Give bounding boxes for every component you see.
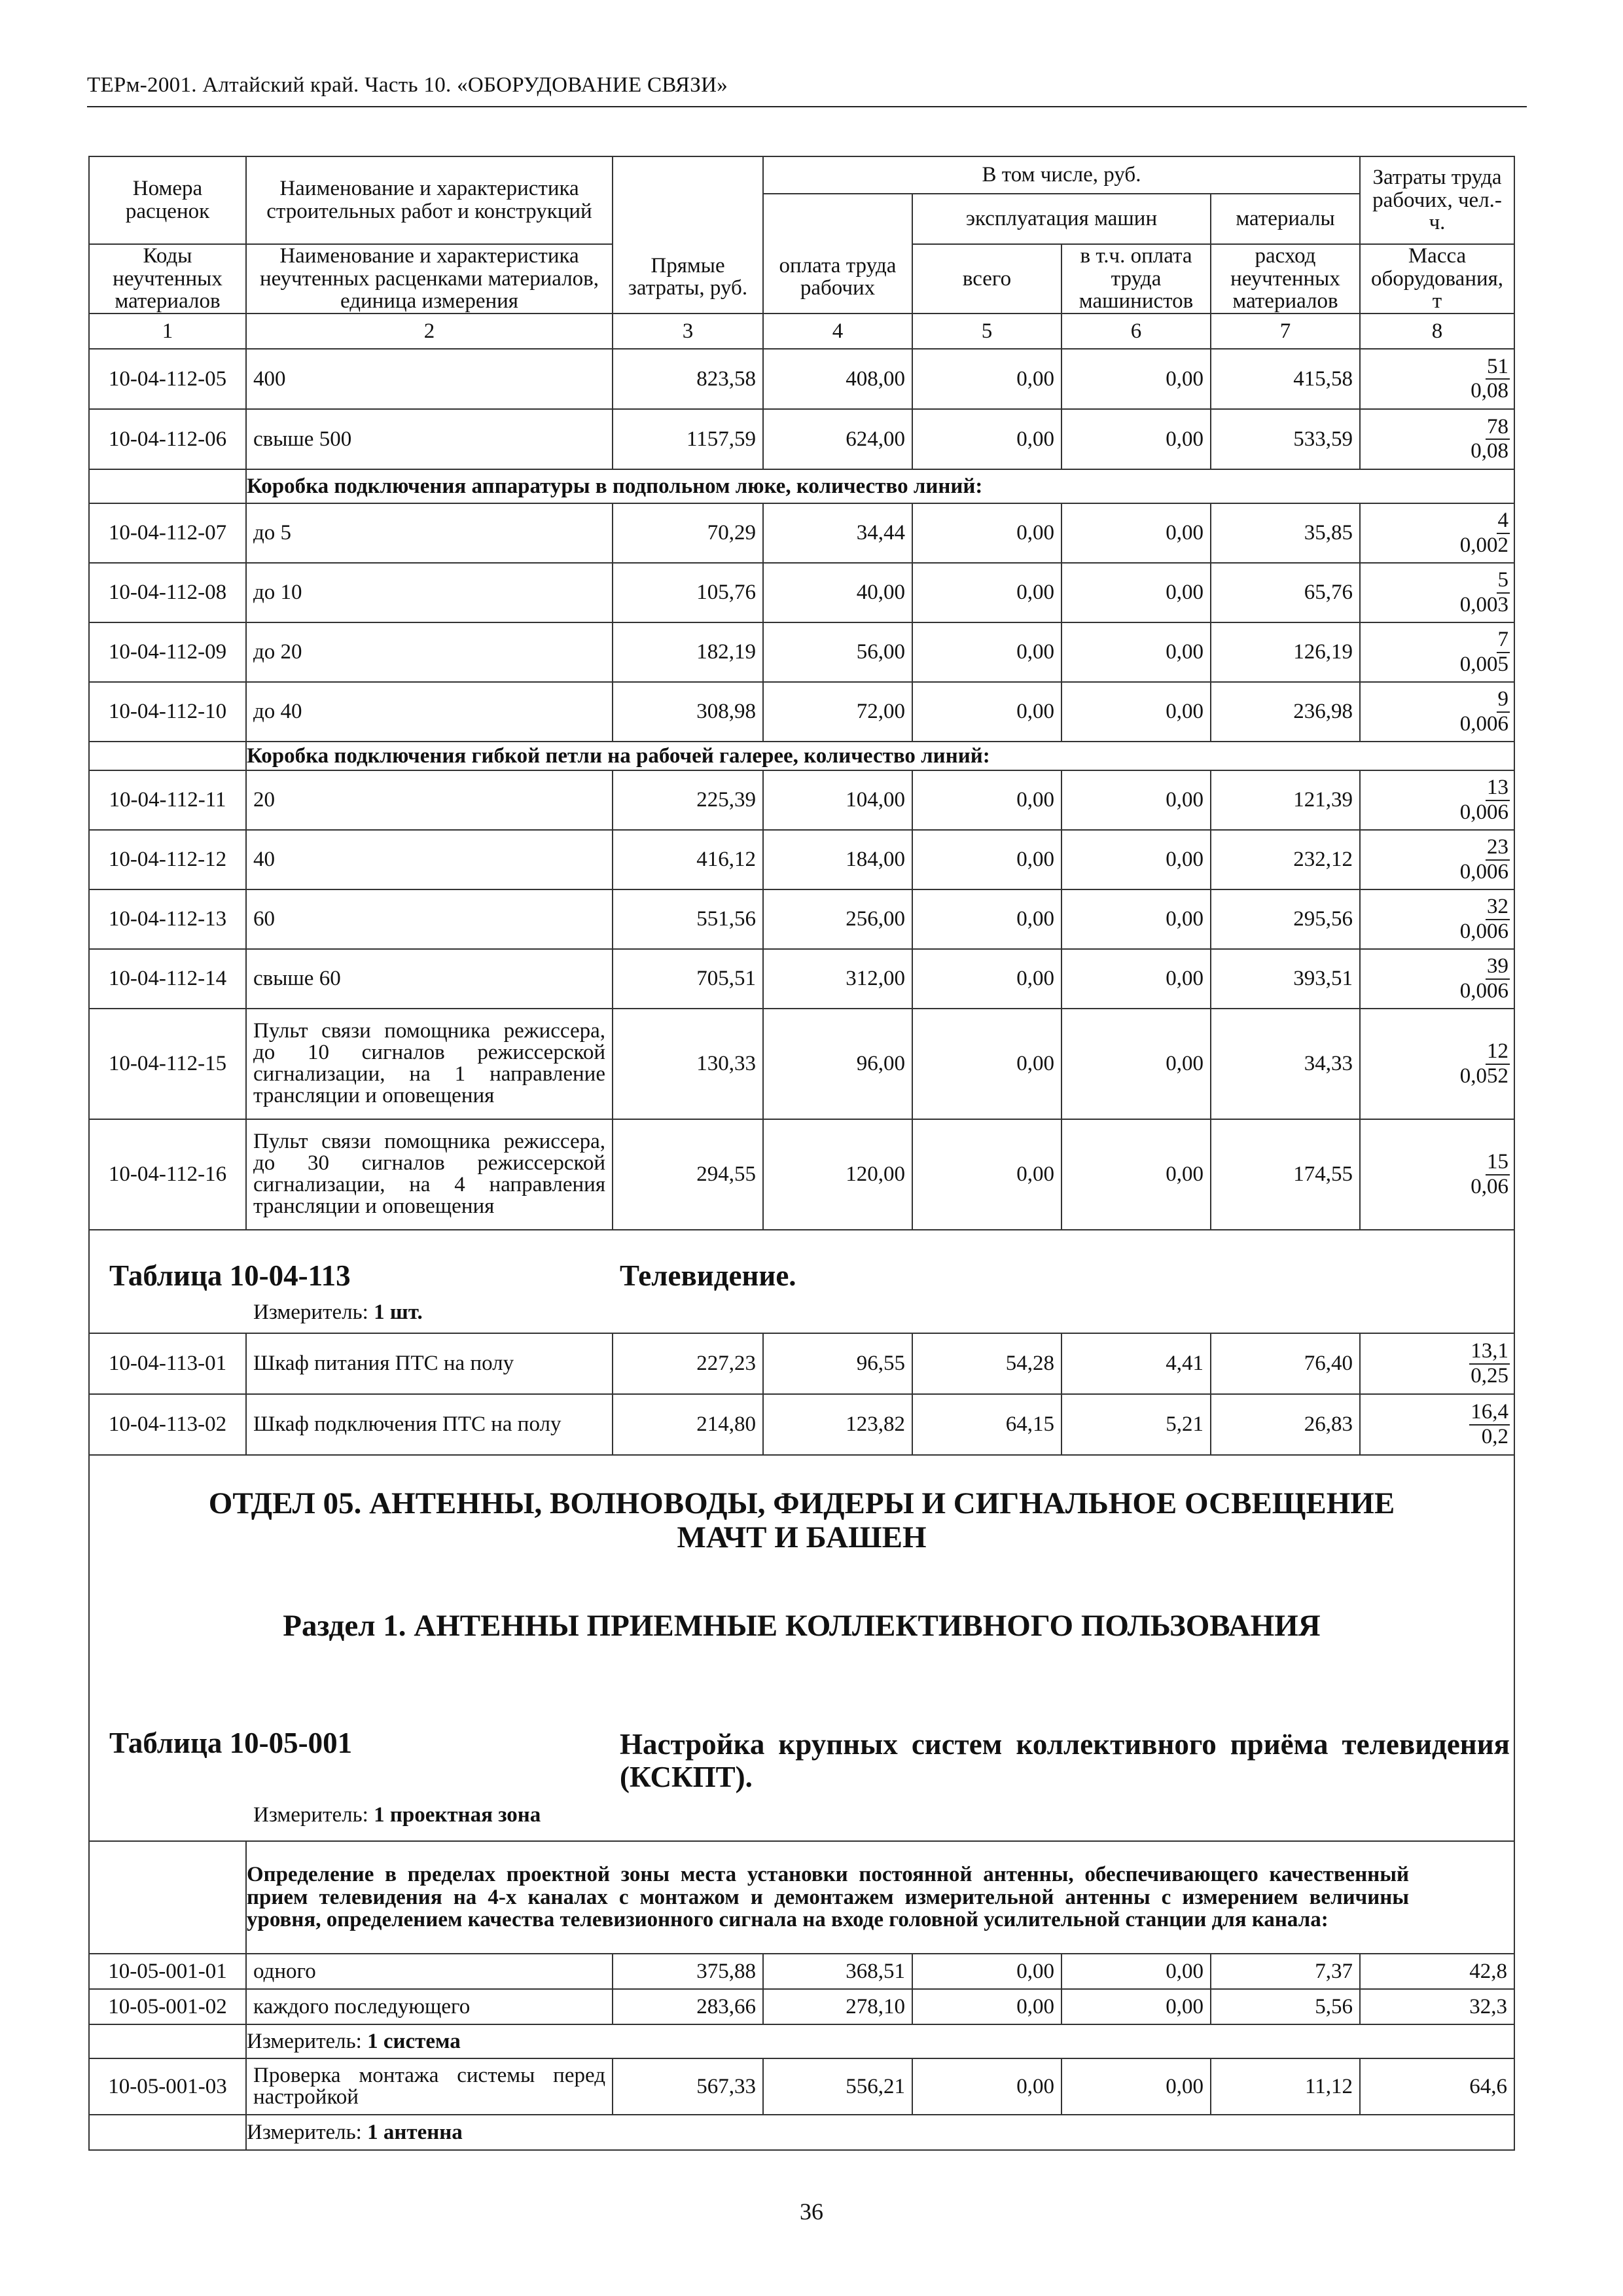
table-row	[89, 503, 1514, 563]
rate-code: 10-04-112-16	[89, 1119, 246, 1230]
rows-group-f	[89, 1954, 1514, 2024]
empty-cell	[89, 469, 246, 503]
operators-cost: 0,00	[1061, 622, 1211, 682]
labor-mass-fraction	[1459, 569, 1510, 616]
materials-cost: 533,59	[1211, 409, 1360, 469]
labor-hours: 13,1	[1469, 1340, 1510, 1365]
meter-value: 1 система	[367, 2029, 461, 2053]
work-name: 400	[246, 349, 613, 409]
materials-cost: 7,37	[1211, 1954, 1360, 1989]
machines-cost: 64,15	[912, 1394, 1061, 1455]
table-row	[89, 409, 1514, 469]
machines-cost: 0,00	[912, 1989, 1061, 2024]
section-title-line-2: МАЧТ И БАШЕН	[677, 1520, 927, 1554]
operators-cost: 0,00	[1061, 503, 1211, 563]
section-title-line-1: ОТДЕЛ 05. АНТЕННЫ, ВОЛНОВОДЫ, ФИДЕРЫ И СИГНАЛЬНОЕ ОСВЕЩЕНИЕ	[208, 1486, 1395, 1520]
materials-cost: 35,85	[1211, 503, 1360, 563]
table-row	[89, 1333, 1514, 1394]
labor-mass-fraction	[1459, 956, 1510, 1002]
labor-cost: 184,00	[763, 830, 912, 889]
materials-cost: 295,56	[1211, 889, 1360, 949]
machines-cost: 54,28	[912, 1333, 1061, 1394]
head-nomera: Номера расценок	[89, 156, 246, 244]
labor-cost: 104,00	[763, 770, 912, 830]
meter-value: 1 антенна	[367, 2120, 463, 2144]
labor-cost: 120,00	[763, 1119, 912, 1230]
work-name: каждого последующего	[246, 1989, 613, 2024]
rates-table	[88, 156, 1515, 2151]
labor-cost: 96,00	[763, 1009, 912, 1119]
table-001-title: Таблица 10-05-001	[109, 1726, 353, 1759]
labor-cost: 312,00	[763, 949, 912, 1009]
meter-label: Измеритель:	[253, 1803, 368, 1827]
materials-cost: 121,39	[1211, 770, 1360, 830]
equipment-mass: 0,2	[1481, 1424, 1509, 1448]
labor-hours: 7	[1497, 629, 1510, 653]
materials-cost: 65,76	[1211, 563, 1360, 622]
rate-code: 10-04-112-12	[89, 830, 246, 889]
labor-cost: 123,82	[763, 1394, 912, 1455]
operators-cost: 0,00	[1061, 949, 1211, 1009]
machines-cost: 0,00	[912, 563, 1061, 622]
table-row	[89, 349, 1514, 409]
table-row	[89, 622, 1514, 682]
labor-cost: 96,55	[763, 1333, 912, 1394]
equipment-mass: 0,08	[1471, 439, 1509, 463]
rate-code: 10-04-112-14	[89, 949, 246, 1009]
materials-cost: 11,12	[1211, 2058, 1360, 2115]
direct-cost: 283,66	[613, 1989, 763, 2024]
labor-cost: 368,51	[763, 1954, 912, 1989]
head-ekspluatatsiya: эксплуатация машин	[912, 194, 1211, 244]
labor-hours: 39	[1486, 956, 1510, 980]
work-name: Шкаф подключения ПТС на полу	[246, 1394, 613, 1455]
rate-code: 10-05-001-03	[89, 2058, 246, 2115]
direct-cost: 1157,59	[613, 409, 763, 469]
machines-cost: 0,00	[912, 1954, 1061, 1989]
table-row	[89, 1989, 1514, 2024]
labor-cost: 278,10	[763, 1989, 912, 2024]
labor-mass-fraction	[1459, 689, 1510, 735]
materials-cost: 393,51	[1211, 949, 1360, 1009]
rate-code: 10-04-112-06	[89, 409, 246, 469]
meter-antenna	[246, 2115, 1514, 2150]
materials-cost: 34,33	[1211, 1009, 1360, 1119]
labor-cost: 256,00	[763, 889, 912, 949]
labor-mass-fraction	[1459, 836, 1510, 883]
equipment-mass: 0,006	[1459, 711, 1509, 736]
rate-code: 10-04-112-10	[89, 682, 246, 742]
labor-mass-cell	[1360, 1119, 1514, 1230]
equipment-mass: 0,006	[1459, 800, 1509, 824]
subsection-title: Раздел 1. АНТЕННЫ ПРИЕМНЫЕ КОЛЛЕКТИВНОГО ПОЛЬЗОВАНИЯ	[283, 1608, 1321, 1643]
materials-cost: 174,55	[1211, 1119, 1360, 1230]
table-row	[89, 889, 1514, 949]
labor-mass-cell	[1360, 1394, 1514, 1455]
labor-hours: 23	[1486, 836, 1510, 861]
head-vsego: всего	[912, 244, 1061, 314]
table-row	[89, 563, 1514, 622]
labor-mass-cell	[1360, 622, 1514, 682]
head-v-tch: в т.ч. оплата труда машинистов	[1061, 244, 1211, 314]
head-zatraty-truda: Затраты труда рабочих, чел.-ч.	[1360, 156, 1514, 244]
direct-cost: 225,39	[613, 770, 763, 830]
meter-value: 1 шт.	[374, 1300, 423, 1324]
empty-cell	[89, 1841, 246, 1954]
machines-cost: 0,00	[912, 682, 1061, 742]
operators-cost: 0,00	[1061, 2058, 1211, 2115]
labor-hours: 32	[1486, 896, 1510, 920]
labor-cost: 624,00	[763, 409, 912, 469]
labor-mass-fraction	[1469, 1340, 1510, 1387]
labor-mass-fraction	[1459, 629, 1510, 675]
head-oplata: оплата труда рабочих	[763, 194, 912, 314]
direct-cost: 567,33	[613, 2058, 763, 2115]
rate-code: 10-04-112-08	[89, 563, 246, 622]
group-row	[89, 1841, 1514, 1954]
machines-cost: 0,00	[912, 503, 1061, 563]
operators-cost: 0,00	[1061, 1119, 1211, 1230]
labor-mass-fraction	[1469, 1401, 1510, 1448]
labor-hours: 78	[1486, 416, 1510, 440]
empty-cell	[89, 2115, 246, 2150]
materials-cost: 236,98	[1211, 682, 1360, 742]
operators-cost: 5,21	[1061, 1394, 1211, 1455]
machines-cost: 0,00	[912, 1119, 1061, 1230]
machines-cost: 0,00	[912, 1009, 1061, 1119]
meter-label: Измеритель:	[247, 2120, 362, 2144]
labor-mass-cell	[1360, 682, 1514, 742]
labor-mass-cell	[1360, 349, 1514, 409]
table-row	[89, 1119, 1514, 1230]
labor-cost: 56,00	[763, 622, 912, 682]
meter-row	[89, 2115, 1514, 2150]
labor-cost: 556,21	[763, 2058, 912, 2115]
table-113-heading-row	[89, 1230, 1514, 1333]
operators-cost: 0,00	[1061, 409, 1211, 469]
direct-cost: 130,33	[613, 1009, 763, 1119]
empty-cell	[89, 2024, 246, 2058]
meter-label: Измеритель:	[253, 1300, 368, 1324]
operators-cost: 0,00	[1061, 830, 1211, 889]
equipment-mass: 0,06	[1471, 1174, 1509, 1198]
labor-hours: 64,6	[1360, 2058, 1514, 2115]
work-name: Пульт связи помощника режиссера, до 10 сигналов режиссерской сигнализации, на 1 направление трансляции и оповещения	[246, 1009, 613, 1119]
rate-code: 10-04-112-07	[89, 503, 246, 563]
section-heading-block	[89, 1455, 1514, 1841]
work-name: Шкаф питания ПТС на полу	[246, 1333, 613, 1394]
column-numbers-row	[89, 314, 1514, 349]
table-113-heading	[89, 1230, 1514, 1333]
equipment-mass: 0,002	[1459, 533, 1509, 557]
labor-cost: 72,00	[763, 682, 912, 742]
table-row	[89, 682, 1514, 742]
meter-label: Измеритель:	[247, 2029, 362, 2053]
labor-mass-fraction	[1459, 777, 1510, 823]
group-heading: Определение в пределах проектной зоны места установки постоянной антенны, обеспечивающего качественный прием телевидения на 4-х каналах с монтажом и демонтажем измерительной антенны с измерением величины уровня, определением качества телевизионного сигнала на входе головной усилительной станции для канала:	[246, 1841, 1514, 1954]
direct-cost: 375,88	[613, 1954, 763, 1989]
operators-cost: 4,41	[1061, 1333, 1211, 1394]
column-number: 7	[1211, 314, 1360, 349]
rows-group-b	[89, 503, 1514, 742]
direct-cost: 823,58	[613, 349, 763, 409]
machines-cost: 0,00	[912, 2058, 1061, 2115]
labor-mass-cell	[1360, 1009, 1514, 1119]
rate-code: 10-04-113-01	[89, 1333, 246, 1394]
group-row	[89, 469, 1514, 503]
work-name: до 40	[246, 682, 613, 742]
section-heading-row	[89, 1455, 1514, 1841]
head-pryamye: Прямые затраты, руб.	[613, 156, 763, 314]
machines-cost: 0,00	[912, 622, 1061, 682]
labor-hours: 15	[1486, 1151, 1510, 1175]
materials-cost: 232,12	[1211, 830, 1360, 889]
labor-hours: 13	[1486, 777, 1510, 801]
rate-code: 10-05-001-02	[89, 1989, 246, 2024]
operators-cost: 0,00	[1061, 889, 1211, 949]
empty-cell	[89, 742, 246, 770]
rows-group-c	[89, 770, 1514, 1009]
group-heading: Коробка подключения гибкой петли на рабочей галерее, количество линий:	[246, 742, 1514, 770]
labor-mass-fraction	[1459, 1041, 1510, 1087]
labor-mass-cell	[1360, 563, 1514, 622]
labor-hours: 12	[1486, 1041, 1510, 1065]
column-number: 3	[613, 314, 763, 349]
labor-hours: 9	[1497, 689, 1510, 713]
head-kody: Коды неучтенных материалов	[89, 244, 246, 314]
operators-cost: 0,00	[1061, 349, 1211, 409]
equipment-mass: 0,006	[1459, 859, 1509, 884]
labor-hours: 5	[1497, 569, 1510, 594]
table-row	[89, 770, 1514, 830]
header-rule	[87, 106, 1527, 107]
rate-code: 10-04-112-13	[89, 889, 246, 949]
rate-code: 10-04-112-05	[89, 349, 246, 409]
machines-cost: 0,00	[912, 409, 1061, 469]
machines-cost: 0,00	[912, 889, 1061, 949]
table-001-meter	[253, 1804, 541, 1827]
materials-cost: 5,56	[1211, 1989, 1360, 2024]
rate-code: 10-04-112-15	[89, 1009, 246, 1119]
work-name: 20	[246, 770, 613, 830]
direct-cost: 214,80	[613, 1394, 763, 1455]
table-113-caption: Телевидение.	[620, 1259, 796, 1292]
column-number: 8	[1360, 314, 1514, 349]
work-name: Проверка монтажа системы перед настройкой	[246, 2058, 613, 2115]
work-name: до 20	[246, 622, 613, 682]
machines-cost: 0,00	[912, 949, 1061, 1009]
labor-hours: 51	[1486, 356, 1510, 380]
direct-cost: 182,19	[613, 622, 763, 682]
work-name: свыше 60	[246, 949, 613, 1009]
rows-group-g	[89, 2058, 1514, 2115]
work-name: Пульт связи помощника режиссера, до 30 сигналов режиссерской сигнализации, на 4 направления трансляции и оповещения	[246, 1119, 613, 1230]
labor-hours: 4	[1497, 510, 1510, 534]
direct-cost: 70,29	[613, 503, 763, 563]
column-number: 1	[89, 314, 246, 349]
rows-group-e	[89, 1333, 1514, 1455]
table-row	[89, 2058, 1514, 2115]
table-113-title: Таблица 10-04-113	[109, 1259, 351, 1292]
rate-code: 10-05-001-01	[89, 1954, 246, 1989]
materials-cost: 26,83	[1211, 1394, 1360, 1455]
direct-cost: 308,98	[613, 682, 763, 742]
materials-cost: 415,58	[1211, 349, 1360, 409]
head-naimenovanie2: Наименование и характеристика неучтенных расценками материалов, единица измерения	[246, 244, 613, 314]
labor-hours: 32,3	[1360, 1989, 1514, 2024]
operators-cost: 0,00	[1061, 1009, 1211, 1119]
column-number: 5	[912, 314, 1061, 349]
work-name: 60	[246, 889, 613, 949]
equipment-mass: 0,003	[1459, 592, 1509, 617]
equipment-mass: 0,006	[1459, 919, 1509, 943]
labor-mass-cell	[1360, 949, 1514, 1009]
equipment-mass: 0,08	[1471, 379, 1509, 403]
labor-cost: 40,00	[763, 563, 912, 622]
table-001-caption: Настройка крупных систем коллективного приёма телевидения (КСКПТ).	[620, 1727, 1510, 1794]
table-row	[89, 830, 1514, 889]
labor-mass-fraction	[1459, 896, 1510, 942]
labor-mass-fraction	[1459, 510, 1510, 556]
table-row	[89, 1394, 1514, 1455]
operators-cost: 0,00	[1061, 1989, 1211, 2024]
head-raskhod: расход неучтенных материалов	[1211, 244, 1360, 314]
labor-hours: 16,4	[1469, 1401, 1510, 1426]
labor-mass-cell	[1360, 503, 1514, 563]
group-row	[89, 742, 1514, 770]
operators-cost: 0,00	[1061, 770, 1211, 830]
labor-mass-fraction	[1469, 416, 1510, 463]
machines-cost: 0,00	[912, 770, 1061, 830]
materials-cost: 126,19	[1211, 622, 1360, 682]
labor-cost: 34,44	[763, 503, 912, 563]
rate-code: 10-04-112-11	[89, 770, 246, 830]
table-row	[89, 949, 1514, 1009]
machines-cost: 0,00	[912, 830, 1061, 889]
group-heading: Коробка подключения аппаратуры в подпольном люке, количество линий:	[246, 469, 1514, 503]
labor-cost: 408,00	[763, 349, 912, 409]
rows-group-a	[89, 349, 1514, 469]
machines-cost: 0,00	[912, 349, 1061, 409]
labor-mass-cell	[1360, 409, 1514, 469]
equipment-mass: 0,006	[1459, 978, 1509, 1003]
meter-system	[246, 2024, 1514, 2058]
work-name: до 10	[246, 563, 613, 622]
page-header: ТЕРм-2001. Алтайский край. Часть 10. «ОБОРУДОВАНИЕ СВЯЗИ»	[87, 73, 728, 97]
direct-cost: 551,56	[613, 889, 763, 949]
work-name: 40	[246, 830, 613, 889]
meter-row	[89, 2024, 1514, 2058]
labor-mass-fraction	[1469, 356, 1510, 403]
operators-cost: 0,00	[1061, 1954, 1211, 1989]
table-row	[89, 1954, 1514, 1989]
head-massa: Масса оборудования, т	[1360, 244, 1514, 314]
column-number: 6	[1061, 314, 1211, 349]
materials-cost: 76,40	[1211, 1333, 1360, 1394]
work-name: до 5	[246, 503, 613, 563]
column-number: 4	[763, 314, 912, 349]
head-v-tom-chisle: В том числе, руб.	[763, 156, 1360, 194]
head-naimenovanie: Наименование и характеристика строительных работ и конструкций	[246, 156, 613, 244]
rows-group-d	[89, 1009, 1514, 1230]
equipment-mass: 0,052	[1459, 1064, 1509, 1088]
labor-mass-cell	[1360, 889, 1514, 949]
labor-mass-cell	[1360, 1333, 1514, 1394]
table-113-meter	[253, 1301, 423, 1324]
labor-mass-fraction	[1469, 1151, 1510, 1198]
rate-code: 10-04-112-09	[89, 622, 246, 682]
head-materialy: материалы	[1211, 194, 1360, 244]
direct-cost: 294,55	[613, 1119, 763, 1230]
labor-mass-cell	[1360, 830, 1514, 889]
work-name: одного	[246, 1954, 613, 1989]
equipment-mass: 0,005	[1459, 652, 1509, 676]
work-name: свыше 500	[246, 409, 613, 469]
operators-cost: 0,00	[1061, 563, 1211, 622]
labor-mass-cell	[1360, 770, 1514, 830]
page-number: 36	[800, 2198, 823, 2225]
direct-cost: 105,76	[613, 563, 763, 622]
operators-cost: 0,00	[1061, 682, 1211, 742]
direct-cost: 705,51	[613, 949, 763, 1009]
rate-code: 10-04-113-02	[89, 1394, 246, 1455]
column-number: 2	[246, 314, 613, 349]
table-row	[89, 1009, 1514, 1119]
section-title	[90, 1487, 1514, 1554]
equipment-mass: 0,25	[1471, 1363, 1509, 1388]
meter-value: 1 проектная зона	[374, 1803, 541, 1827]
labor-hours: 42,8	[1360, 1954, 1514, 1989]
direct-cost: 416,12	[613, 830, 763, 889]
direct-cost: 227,23	[613, 1333, 763, 1394]
head-row-1	[89, 156, 1514, 194]
